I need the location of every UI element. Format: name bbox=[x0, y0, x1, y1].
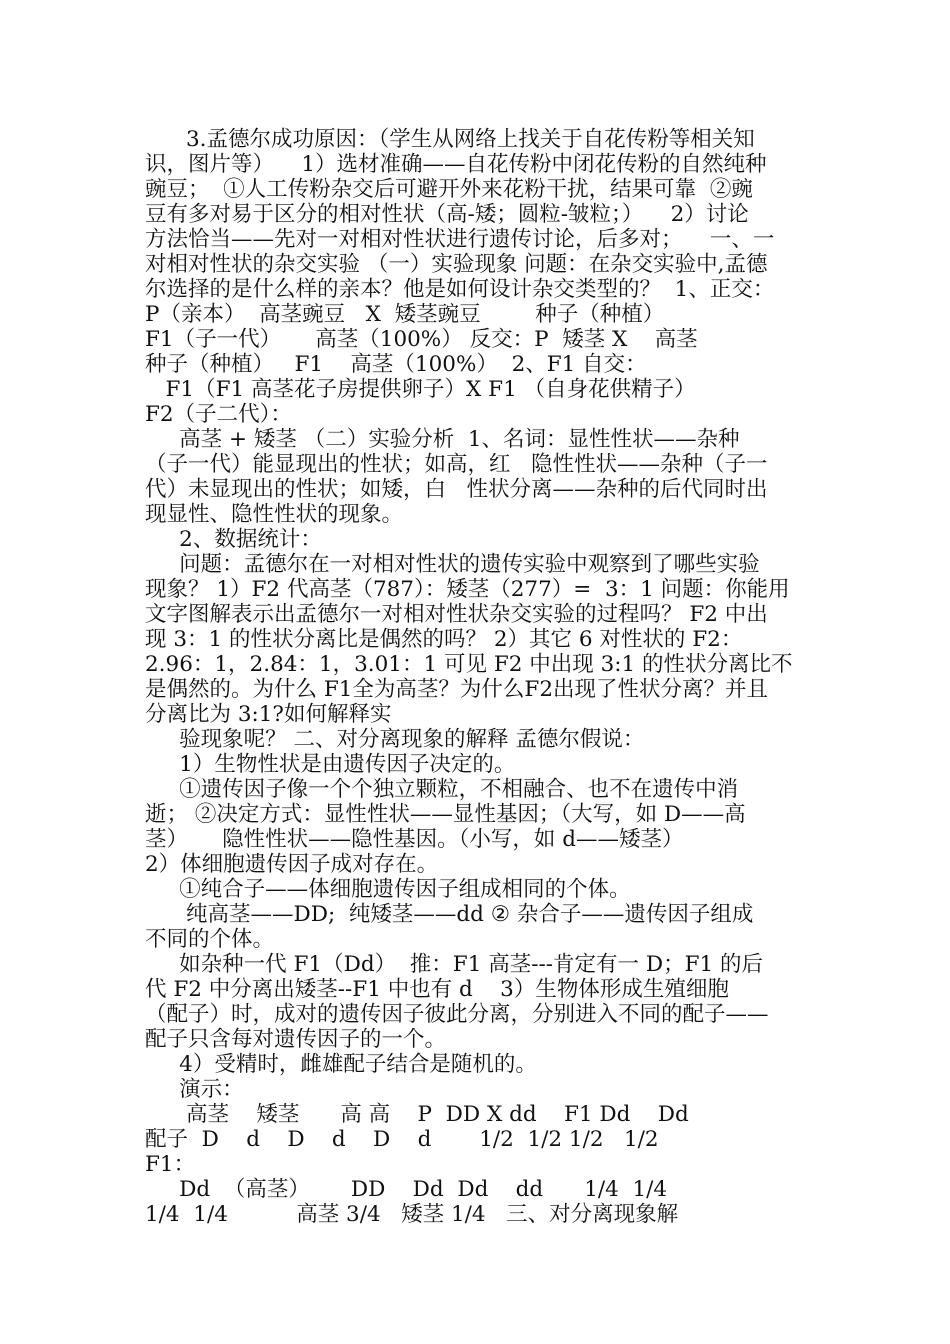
text-line: 1）生物性状是由遗传因子决定的。 bbox=[145, 752, 516, 777]
text-line: 现象？ 1）F2 代高茎（787）：矮茎（277）= 3：1 问题：你能用 bbox=[145, 577, 790, 602]
text-line: F1（子一代） 高茎（100%） 反交：P 矮茎 X 高茎 bbox=[145, 327, 698, 352]
text-line: 高茎 + 矮茎 （二）实验分析 1、名词：显性性状——杂种 bbox=[145, 427, 740, 452]
text-line: （配子）时，成对的遗传因子彼此分离，分别进入不同的配子—— bbox=[145, 1002, 769, 1027]
text-line: 豆有多对易于区分的相对性状（高-矮；圆粒-皱粒；） 2）讨论 bbox=[145, 202, 749, 227]
text-line: ①纯合子——体细胞遗传因子组成相同的个体。 bbox=[145, 877, 631, 902]
text-line: 方法恰当——先对一对相对性状进行遗传讨论，后多对； 一、一 bbox=[145, 227, 775, 252]
text-line: 代）未显现出的性状；如矮，白 性状分离——杂种的后代同时出 bbox=[145, 477, 768, 502]
text-line: 问题：孟德尔在一对相对性状的遗传实验中观察到了哪些实验 bbox=[145, 552, 760, 577]
text-line: 配子 D d D d D d 1/2 1/2 1/2 1/2 bbox=[145, 1127, 659, 1152]
text-line: Dd （高茎） DD Dd Dd dd 1/4 1/4 bbox=[145, 1177, 668, 1202]
text-line: ①遗传因子像一个个独立颗粒，不相融合、也不在遗传中消 bbox=[145, 777, 739, 802]
text-line: 演示： bbox=[145, 1077, 244, 1102]
text-line: 代 F2 中分离出矮茎--F1 中也有 d 3）生物体形成生殖细胞 bbox=[145, 977, 729, 1002]
text-line: 识，图片等） 1）选材准确——自花传粉中闭花传粉的自然纯种 bbox=[145, 152, 767, 177]
text-line: 现显性、隐性性状的现象。 bbox=[145, 502, 404, 527]
text-line: 逝； ②决定方式：显性性状——显性基因；（大写，如 D——高 bbox=[145, 802, 746, 827]
text-line: 验现象呢？ 二、对分离现象的解释 孟德尔假说： bbox=[145, 727, 645, 752]
text-line: 2）体细胞遗传因子成对存在。 bbox=[145, 852, 439, 877]
text-line: 不同的个体。 bbox=[145, 927, 275, 952]
text-line: 豌豆； ①人工传粉杂交后可避开外来花粉干扰，结果可靠 ②豌 bbox=[145, 177, 753, 202]
text-line: （子一代）能显现出的性状；如高，红 隐性性状——杂种（子一 bbox=[145, 452, 768, 477]
text-line: 4）受精时，雌雄配子结合是随机的。 bbox=[145, 1052, 537, 1077]
text-line: 对相对性状的杂交实验 （一）实验现象 问题：在杂交实验中,孟德 bbox=[145, 252, 768, 277]
text-line: 分离比为 3:1?如何解释实 bbox=[145, 702, 392, 727]
text-line: 2.96：1，2.84：1，3.01：1 可见 F2 中出现 3:1 的性状分离比不 bbox=[145, 652, 793, 677]
text-line: F1（F1 高茎花子房提供卵子）X F1 （自身花供精子） bbox=[145, 377, 696, 402]
text-line: 如杂种一代 F1（Dd） 推：F1 高茎---肯定有一 D；F1 的后 bbox=[145, 952, 764, 977]
text-line: 现 3：1 的性状分离比是偶然的吗？ 2）其它 6 对性状的 F2： bbox=[145, 627, 743, 652]
text-line: 2、数据统计： bbox=[145, 527, 322, 552]
text-line: 高茎 矮茎 高 高 P DD X dd F1 Dd Dd bbox=[145, 1102, 689, 1127]
text-line: 是偶然的。为什么 F1全为高茎？为什么F2出现了性状分离？并且 bbox=[145, 677, 769, 702]
text-line: 1/4 1/4 高茎 3/4 矮茎 1/4 三、对分离现象解 bbox=[145, 1202, 679, 1227]
text-line: 种子（种植） F1 高茎（100%） 2、F1 自交： bbox=[145, 352, 647, 377]
text-line: 文字图解表示出孟德尔一对相对性状杂交实验的过程吗？ F2 中出 bbox=[145, 602, 768, 627]
text-line: 纯高茎——DD; 纯矮茎——dd ② 杂合子——遗传因子组成 bbox=[145, 902, 754, 927]
text-line: P（亲本） 高茎豌豆 X 矮茎豌豆 种子（种植） bbox=[145, 302, 665, 327]
text-line: F1： bbox=[145, 1152, 196, 1177]
text-line: 茎） 隐性性状——隐性基因。（小写，如 d——矮茎） bbox=[145, 827, 684, 852]
text-line: 3.孟德尔成功原因：（学生从网络上找关于自花传粉等相关知 bbox=[145, 127, 755, 152]
text-line: 配子只含每对遗传因子的一个。 bbox=[145, 1027, 447, 1052]
text-line: F2（子二代）： bbox=[145, 402, 292, 427]
text-line: 尔选择的是什么样的亲本？他是如何设计杂交类型的？ 1、正交： bbox=[145, 277, 775, 302]
